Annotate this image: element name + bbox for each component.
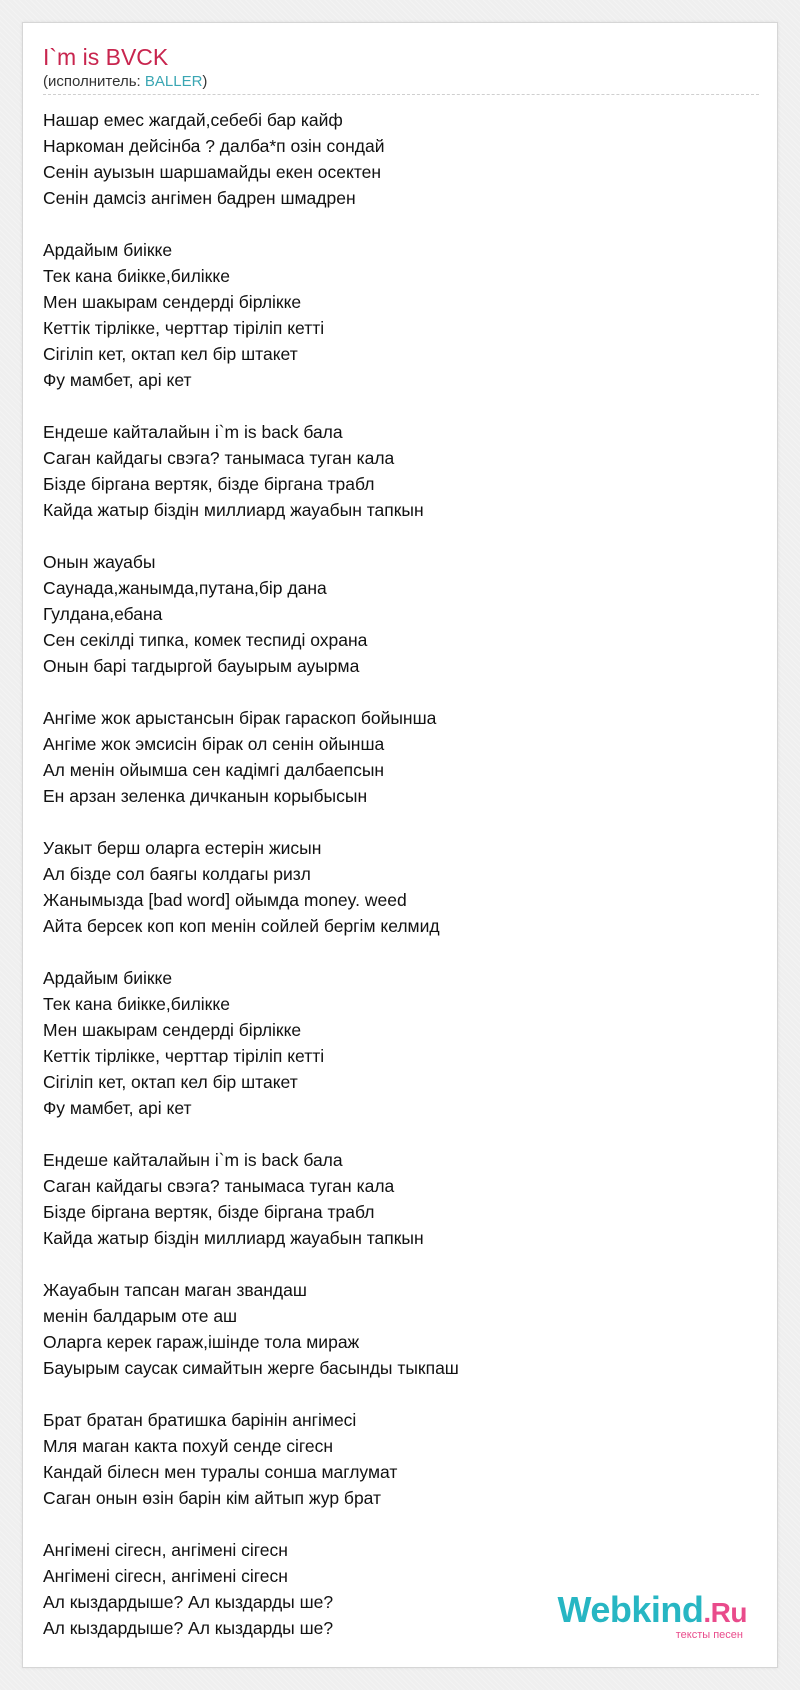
lyric-line: Фу мамбет, арі кет <box>43 370 192 390</box>
lyric-line: Кайда жатыр біздін миллиард жауабын тапкын <box>43 1228 424 1248</box>
lyric-line: Сігіліп кет, октап кел бір штакет <box>43 344 298 364</box>
lyric-line: Сенін дамсіз ангімен бадрен шмадрен <box>43 188 356 208</box>
lyric-line: Саган кайдагы свэга? танымаса туган кала <box>43 448 395 468</box>
lyric-line: Гулдана,ебана <box>43 604 163 624</box>
title-divider <box>43 94 759 95</box>
lyric-line: Ал кыздардыше? Ал кыздарды ше? <box>43 1592 334 1612</box>
lyric-line: Ангімені сігесн, ангімені сігесн <box>43 1566 288 1586</box>
lyric-line: Ендеше кайталайын i`m is back бала <box>43 1150 343 1170</box>
lyric-line: Бізде біргана вертяк, бізде біргана трабл <box>43 474 375 494</box>
lyric-line: Тек кана биікке,билікке <box>43 994 230 1014</box>
lyrics-stanza <box>43 1147 743 1251</box>
song-title: I`m is BVCK <box>43 44 169 70</box>
lyric-line: Мля маган какта похуй сенде сігесн <box>43 1436 334 1456</box>
lyrics-stanza <box>43 549 743 679</box>
lyrics-stanza <box>43 419 743 523</box>
lyric-line: Саган кайдагы свэга? танымаса туган кала <box>43 1176 395 1196</box>
artist-line <box>43 73 207 91</box>
lyric-line: Ал менін ойымша сен кадімгі далбаепсын <box>43 760 385 780</box>
song-card <box>22 22 778 1668</box>
lyrics-stanza <box>43 835 743 939</box>
lyric-line: Кандай білесн мен туралы сонша маглумат <box>43 1462 398 1482</box>
lyric-line: Айта берсек коп коп менін сойлей бергім келмид <box>43 916 440 936</box>
lyric-line: Мен шакырам сендерді бірлікке <box>43 292 302 312</box>
lyric-line: Ангіме жок арыстансын бірак гараскоп бойынша <box>43 708 437 728</box>
logo-wordmark <box>557 1589 747 1631</box>
lyric-line: Тек кана биікке,билікке <box>43 266 230 286</box>
lyric-line: Ардайым биікке <box>43 968 173 988</box>
lyric-line: Уакыт берш оларга естерін жисын <box>43 838 322 858</box>
lyric-line: Ангімені сігесн, ангімені сігесн <box>43 1540 288 1560</box>
lyric-line: Брат братан братишка барінін ангімесі <box>43 1410 357 1430</box>
lyric-line: Наркоман дейсінба ? далба*п озін сондай <box>43 136 385 156</box>
lyric-line: Нашар емес жагдай,себебі бар кайф <box>43 110 343 130</box>
logo-tagline: тексты песен <box>675 1629 743 1641</box>
lyrics-stanza <box>43 107 743 211</box>
logo-suffix-text: .Ru <box>703 1597 747 1628</box>
lyrics-stanza <box>43 1407 743 1511</box>
lyrics-stanza <box>43 1277 743 1381</box>
lyric-line: Ен арзан зеленка дичканын корыбысын <box>43 786 368 806</box>
lyric-line: Оларга керек гараж,ішінде тола мираж <box>43 1332 360 1352</box>
webkind-logo[interactable] <box>557 1589 747 1641</box>
artist-prefix: (исполнитель: <box>43 73 145 90</box>
lyrics-stanza <box>43 237 743 393</box>
lyric-line: Онын жауабы <box>43 552 156 572</box>
lyric-line: Ардайым биікке <box>43 240 173 260</box>
lyric-line: Бауырым саусак симайтын жерге басынды тыкпаш <box>43 1358 459 1378</box>
lyrics-stanza <box>43 965 743 1121</box>
lyric-line: Сен секілді типка, комек теспиді охрана <box>43 630 368 650</box>
lyric-line: Ендеше кайталайын i`m is back бала <box>43 422 343 442</box>
lyric-line: Сігіліп кет, октап кел бір штакет <box>43 1072 298 1092</box>
lyric-line: Жанымызда [bad word] ойымда money. weed <box>43 890 407 910</box>
lyric-line: Сенін ауызын шаршамайды екен осектен <box>43 162 382 182</box>
lyrics-body <box>43 107 743 1667</box>
lyric-line: Кеттік тірлікке, черттар тіріліп кетті <box>43 318 325 338</box>
artist-link[interactable]: BALLER <box>144 73 203 90</box>
lyric-line: Жауабын тапсан маган звандаш <box>43 1280 307 1300</box>
lyric-line: Мен шакырам сендерді бірлікке <box>43 1020 302 1040</box>
lyric-line: Ангіме жок эмсисін бірак ол сенін ойынша <box>43 734 385 754</box>
lyric-line: Кеттік тірлікке, черттар тіріліп кетті <box>43 1046 325 1066</box>
lyrics-stanza <box>43 705 743 809</box>
lyric-line: Ал бізде сол баягы колдагы ризл <box>43 864 311 884</box>
lyric-line: Кайда жатыр біздін миллиард жауабын тапкын <box>43 500 424 520</box>
lyric-line: Онын барі тагдыргой бауырым ауырма <box>43 656 360 676</box>
logo-main-text: Webkind <box>557 1589 704 1630</box>
lyric-line: Саган онын өзін барін кім айтып жур брат <box>43 1488 382 1508</box>
lyric-line: Фу мамбет, арі кет <box>43 1098 192 1118</box>
lyric-line: Ал кыздардыше? Ал кыздарды ше? <box>43 1618 334 1638</box>
artist-suffix: ) <box>202 73 208 90</box>
lyric-line: Саунада,жанымда,путана,бір дана <box>43 578 327 598</box>
lyric-line: менін балдарым оте аш <box>43 1306 238 1326</box>
lyric-line: Бізде біргана вертяк, бізде біргана трабл <box>43 1202 375 1222</box>
